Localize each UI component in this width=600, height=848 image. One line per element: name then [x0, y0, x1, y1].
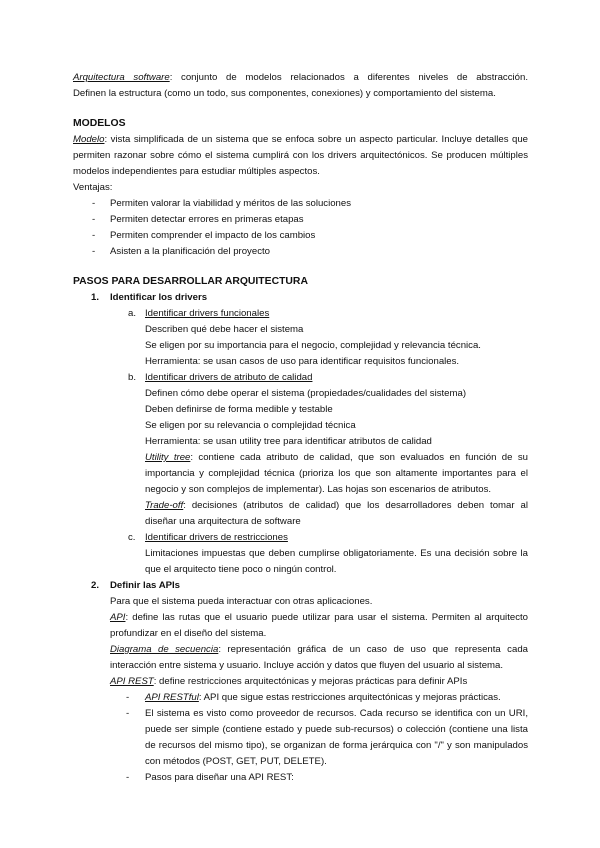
step1-b-line: Definen cómo debe operar el sistema (propiedades/cualidades del sistema): [145, 388, 467, 399]
modelos-term: Modelo: [73, 134, 105, 145]
modelos-heading: MODELOS: [73, 118, 126, 129]
tradeoff-term: Trade-off: [145, 500, 184, 511]
step1-c-title: Identificar drivers de restricciones: [145, 532, 288, 543]
intro-term: Arquitectura software: [73, 72, 170, 83]
step1-c: [73, 530, 528, 546]
step1-a-title: Identificar drivers funcionales: [145, 308, 270, 319]
diagrama-term: Diagrama de secuencia: [110, 644, 219, 655]
list-item: - Asisten a la planificación del proyecto: [73, 244, 528, 260]
diagrama-paragraph: [73, 642, 528, 674]
pasos-heading: PASOS PARA DESARROLLAR ARQUITECTURA: [73, 276, 308, 287]
list-item: - Permiten comprender el impacto de los cambios: [73, 228, 528, 244]
tradeoff-paragraph: [73, 498, 528, 530]
list-item: - Pasos para diseñar una API REST:: [73, 770, 528, 786]
step1-a-letter: a.: [128, 308, 137, 319]
step1: [73, 290, 528, 306]
step2-title: Definir las APIs: [110, 580, 181, 591]
step2-line1: Para que el sistema pueda interactuar con otras aplicaciones.: [110, 596, 373, 607]
step2-number: 2.: [91, 580, 100, 591]
utility-tree-paragraph: [73, 450, 528, 498]
ventajas-list: [73, 196, 528, 260]
step1-a-line: Se eligen por su importancia para el negocio, complejidad y relevancia técnica.: [145, 340, 481, 351]
modelos-definition: [73, 132, 528, 180]
step1-b-letter: b.: [128, 372, 137, 383]
utility-tree-text: : contiene cada atributo de calidad, que son evaluados en función de su importancia y complejidad técnica (prioriza los que son altamente importantes para el negocio y son complejos de implementar). Las hojas son escenarios de atributos.: [145, 452, 528, 495]
step1-number: 1.: [91, 292, 100, 303]
api-text: : define las rutas que el usuario puede utilizar para usar el sistema. Permiten al arquitecto profundizar en el diseño del sistema.: [110, 612, 528, 639]
list-item: - El sistema es visto como proveedor de recursos. Cada recurso se identifica con un URI, puede ser simple (contiene estado y puede sub-recursos) o colección (contiene una lista de recursos del mismo tipo), se organizan de forma jerárquica con "/" y son manipulados con métodos (POST, GET, PUT, DELETE).: [73, 706, 528, 770]
intro-paragraph: [73, 70, 528, 86]
ventajas-label: Ventajas:: [73, 182, 113, 193]
intro-text-line2: Definen la estructura (como un todo, sus componentes, conexiones) y comportamiento del sistema.: [73, 88, 496, 99]
step1-title: Identificar los drivers: [110, 292, 208, 303]
api-paragraph: [73, 610, 528, 642]
tradeoff-text: : decisiones (atributos de calidad) que los desarrolladores deben tomar al diseñar una arquitectura de software: [145, 500, 528, 527]
step1-c-letter: c.: [128, 532, 136, 543]
step1-a-line: Herramienta: se usan casos de uso para identificar requisitos funcionales.: [145, 356, 460, 367]
list-item: - Permiten detectar errores en primeras etapas: [73, 212, 528, 228]
intro-text-line1: : conjunto de modelos relacionados a diferentes niveles de abstracción.: [169, 72, 528, 83]
api-rest-list: [73, 690, 528, 786]
step2: [73, 578, 528, 594]
restful-term: API RESTful: [145, 692, 199, 703]
api-rest-text: : define restricciones arquitectónicas y mejoras prácticas para definir APIs: [153, 676, 468, 687]
list-item: [73, 690, 528, 706]
restful-text: : API que sigue estas restricciones arquitectónicas y mejoras prácticas.: [198, 692, 501, 703]
api-rest-paragraph: [73, 674, 528, 690]
step1-a-line: Describen qué debe hacer el sistema: [145, 324, 304, 335]
api-rest-term: API REST: [110, 676, 154, 687]
step1-a: [73, 306, 528, 322]
step1-b-line: Herramienta: se usan utility tree para identificar atributos de calidad: [145, 436, 432, 447]
step1-b-line: Se eligen por su relevancia o complejidad técnica: [145, 420, 356, 431]
step1-b-title: Identificar drivers de atributo de calidad: [145, 372, 313, 383]
diagrama-text: : representación gráfica de un caso de uso que representa cada interacción entre sistema y usuario. Incluye acción y datos que fluyen del usuario al sistema.: [110, 644, 528, 671]
step1-c-text: Limitaciones impuestas que deben cumplirse obligatoriamente. Es una decisión sobre la que el arquitecto tiene poco o ningún control.: [145, 548, 528, 575]
modelos-text: : vista simplificada de un sistema que se enfoca sobre un aspecto particular. Incluye detalles que permiten razonar sobre cómo el sistema cumplirá con los drivers arquitectónicos. Se producen múltiples modelos independientes para estudiar múltiples aspectos.: [73, 134, 528, 177]
list-item: - Permiten valorar la viabilidad y méritos de las soluciones: [73, 196, 528, 212]
step1-b-line: Deben definirse de forma medible y testable: [145, 404, 333, 415]
step1-b: [73, 370, 528, 386]
api-term: API: [110, 612, 126, 623]
utility-tree-term: Utility tree: [145, 452, 191, 463]
